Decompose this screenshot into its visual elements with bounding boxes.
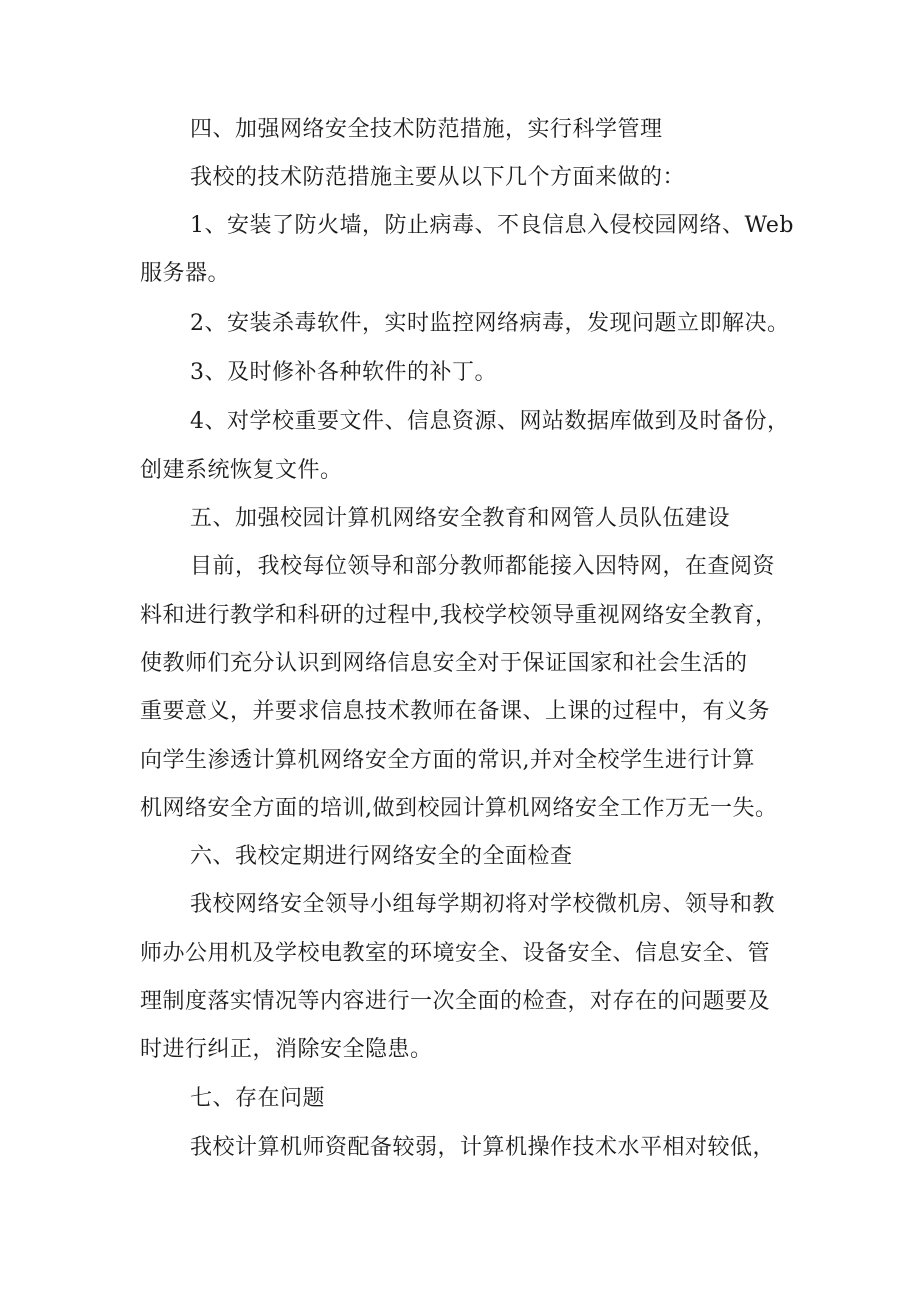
heading-section-5: 五、加强校园计算机网络安全教育和网管人员队伍建设 — [190, 506, 731, 531]
heading-section-6: 六、我校定期进行网络安全的全面检查 — [190, 844, 573, 869]
list-item-4-line: 4、对学校重要文件、信息资源、网站数据库做到及时备份， — [190, 409, 790, 434]
paragraph-line: 理制度落实情况等内容进行一次全面的检查，对存在的问题要及 — [140, 989, 771, 1014]
paragraph-line: 时进行纠正，消除安全隐患。 — [140, 1037, 433, 1062]
paragraph-line: 目前，我校每位领导和部分教师都能接入因特网，在查阅资 — [190, 554, 776, 579]
heading-section-7: 七、存在问题 — [190, 1086, 326, 1111]
list-item-1-line: 服务器。 — [140, 261, 231, 286]
list-item-4-line: 创建系统恢复文件。 — [140, 458, 343, 483]
paragraph-line: 我校计算机师资配备较弱，计算机操作技术水平相对较低， — [190, 1135, 776, 1160]
paragraph-line: 师办公用机及学校电教室的环境安全、设备安全、信息安全、管 — [140, 941, 771, 966]
paragraph-line: 我校的技术防范措施主要从以下几个方面来做的： — [190, 165, 686, 190]
list-item-2-line: 2、安装杀毒软件，实时监控网络病毒，发现问题立即解决。 — [190, 311, 790, 336]
paragraph-line: 向学生渗透计算机网络安全方面的常识,并对全校学生进行计算 — [140, 748, 755, 773]
list-item-3-line: 3、及时修补各种软件的补丁。 — [190, 360, 497, 385]
list-item-1-line: 1、安装了防火墙，防止病毒、不良信息入侵校园网络、Web — [190, 213, 794, 238]
heading-section-4: 四、加强网络安全技术防范措施，实行科学管理 — [190, 117, 663, 142]
paragraph-line: 料和进行教学和科研的过程中,我校学校领导重视网络安全教育， — [140, 603, 778, 628]
paragraph-line: 我校网络安全领导小组每学期初将对学校微机房、领导和教 — [190, 892, 776, 917]
paragraph-line: 机网络安全方面的培训,做到校园计算机网络安全工作万无一失。 — [140, 796, 778, 821]
paragraph-line: 重要意义，并要求信息技术教师在备课、上课的过程中，有义务 — [140, 699, 771, 724]
paragraph-line: 使教师们充分认识到网络信息安全对于保证国家和社会生活的 — [140, 651, 748, 676]
